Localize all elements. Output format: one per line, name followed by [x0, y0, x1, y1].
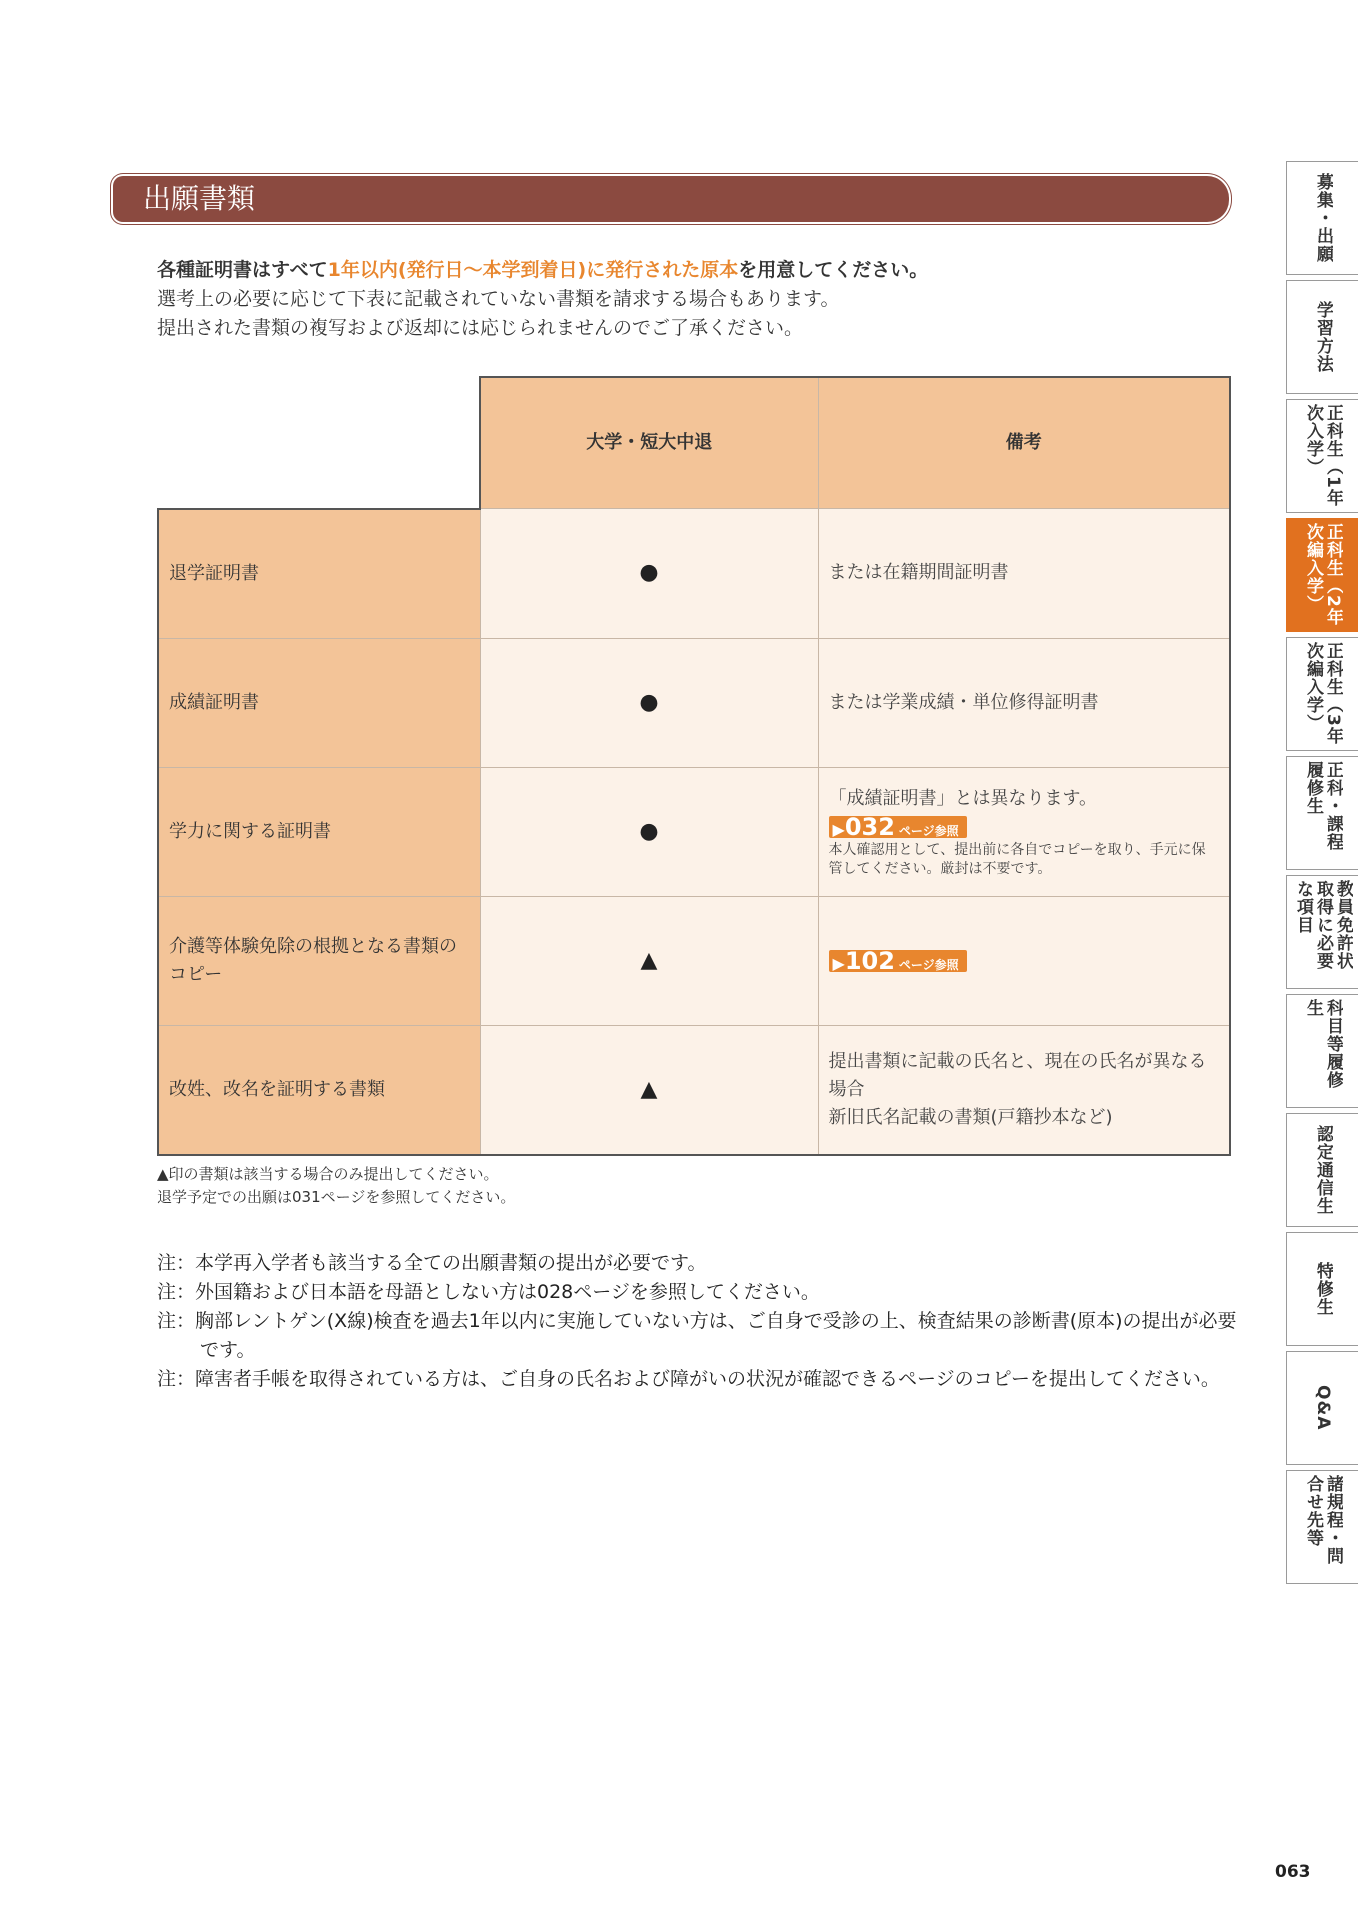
table-footnote: 退学予定での出願は031ページを参照してください。 — [157, 1188, 516, 1206]
tab-label: 正科生（2年次編入学） — [1303, 523, 1343, 626]
documents-table — [157, 376, 1231, 1156]
tab-course-student[interactable] — [1286, 756, 1358, 870]
play-arrow-icon: ▶ — [832, 819, 845, 839]
table-row — [158, 638, 1230, 767]
intro-line-2: 選考上の必要に応じて下表に記載されていない書類を請求する場合もあります。 — [157, 288, 840, 310]
document-subnote: 本人確認用として、提出前に各自でコピーを取り、手元に保管してください。厳封は不要です。 — [828, 841, 1206, 877]
section-header — [113, 176, 1229, 222]
note-item: 注：胸部レントゲン(X線)検査を過去1年以内に実施していない方は、ご自身で受診の上、検査結果の診断書(原本)の提出が必要です。 — [157, 1310, 1237, 1361]
required-mark: ● — [480, 767, 818, 896]
page-reference-label: ページ参照 — [898, 957, 959, 972]
required-mark: ● — [480, 509, 818, 639]
page-reference-number: 032 — [844, 812, 895, 841]
document-name: 成績証明書 — [158, 638, 480, 767]
document-note-cell — [818, 896, 1230, 1025]
table-footnote: ▲印の書類は該当する場合のみ提出してください。 — [157, 1165, 499, 1183]
intro-line-3: 提出された書類の複写および返却には応じられませんのでご了承ください。 — [157, 317, 804, 339]
table-header-row — [158, 377, 1230, 509]
table-footnotes — [157, 1163, 515, 1209]
table-header-remarks: 備考 — [818, 377, 1230, 509]
tab-label: 学習方法 — [1313, 301, 1333, 373]
page-reference-badge[interactable] — [829, 812, 967, 841]
intro-line-1 — [157, 256, 1237, 285]
page-reference-number: 102 — [844, 946, 895, 975]
document-note: 「成績証明書」とは異なります。 — [828, 787, 1098, 809]
note-item: 注：本学再入学者も該当する全ての出願書類の提出が必要です。 — [157, 1252, 707, 1274]
document-name: 退学証明書 — [158, 509, 480, 639]
tab-label: 認定通信生 — [1313, 1125, 1333, 1215]
document-note: または学業成績・単位修得証明書 — [818, 638, 1230, 767]
notes-list — [157, 1249, 1237, 1394]
tab-label: 科目等履修生 — [1303, 999, 1343, 1089]
tab-teacher-license[interactable] — [1286, 875, 1358, 989]
document-name: 改姓、改名を証明する書類 — [158, 1025, 480, 1155]
tab-label: 正科生（1年次入学） — [1303, 404, 1343, 507]
intro-line-1-after: を用意してください。 — [738, 259, 929, 281]
tab-regular-1st-year[interactable] — [1286, 399, 1358, 513]
tab-study-method[interactable] — [1286, 280, 1358, 394]
document-note: 提出書類に記載の氏名と、現在の氏名が異なる場合 — [828, 1050, 1207, 1100]
document-note: または在籍期間証明書 — [818, 509, 1230, 639]
tab-regulations-contact[interactable] — [1286, 1470, 1358, 1584]
required-mark: ● — [480, 638, 818, 767]
tab-label: 諸規程・問合せ先等 — [1303, 1475, 1343, 1565]
table-row — [158, 509, 1230, 639]
table-header-blank — [158, 377, 480, 509]
table-row — [158, 896, 1230, 1025]
intro-text — [157, 256, 1237, 343]
tab-qa[interactable] — [1286, 1351, 1358, 1465]
intro-highlight: 1年以内(発行日〜本学到着日)に発行された原本 — [327, 259, 739, 281]
section-title: 出願書類 — [143, 182, 256, 215]
tab-label: 教員免許状取得に必要な項目 — [1293, 880, 1353, 970]
tab-label: 募集・出願 — [1313, 173, 1333, 263]
table-header-university: 大学・短大中退 — [480, 377, 818, 509]
tab-regular-3rd-year-transfer[interactable] — [1286, 637, 1358, 751]
document-name: 介護等体験免除の根拠となる書類のコピー — [158, 896, 480, 1025]
page-reference-label: ページ参照 — [898, 823, 959, 838]
intro-line-1-before: 各種証明書はすべて — [157, 259, 328, 281]
required-mark: ▲ — [480, 896, 818, 1025]
tab-label: 正科生（3年次編入学） — [1303, 642, 1343, 745]
tab-subject-student[interactable] — [1286, 994, 1358, 1108]
tab-special-student[interactable] — [1286, 1232, 1358, 1346]
tab-label: Q&A — [1313, 1385, 1333, 1431]
page-number: 063 — [1275, 1862, 1311, 1882]
tab-certified-student[interactable] — [1286, 1113, 1358, 1227]
page-reference-badge[interactable] — [829, 946, 967, 975]
note-item: 注：外国籍および日本語を母語としない方は028ページを参照してください。 — [157, 1281, 820, 1303]
table-row — [158, 1025, 1230, 1155]
table-row — [158, 767, 1230, 896]
tab-recruitment[interactable] — [1286, 161, 1358, 275]
required-mark: ▲ — [480, 1025, 818, 1155]
tab-label: 正科・課程履修生 — [1303, 761, 1343, 851]
tab-regular-2nd-year-transfer[interactable] — [1286, 518, 1358, 632]
document-note-cell — [818, 767, 1230, 896]
document-note-cell — [818, 1025, 1230, 1155]
note-item: 注：障害者手帳を取得されている方は、ご自身の氏名および障がいの状況が確認できるページのコピーを提出してください。 — [157, 1368, 1220, 1390]
document-subnote: 新旧氏名記載の書類(戸籍抄本など) — [828, 1106, 1113, 1128]
tab-label: 特修生 — [1313, 1262, 1333, 1316]
document-name: 学力に関する証明書 — [158, 767, 480, 896]
play-arrow-icon: ▶ — [832, 953, 845, 973]
